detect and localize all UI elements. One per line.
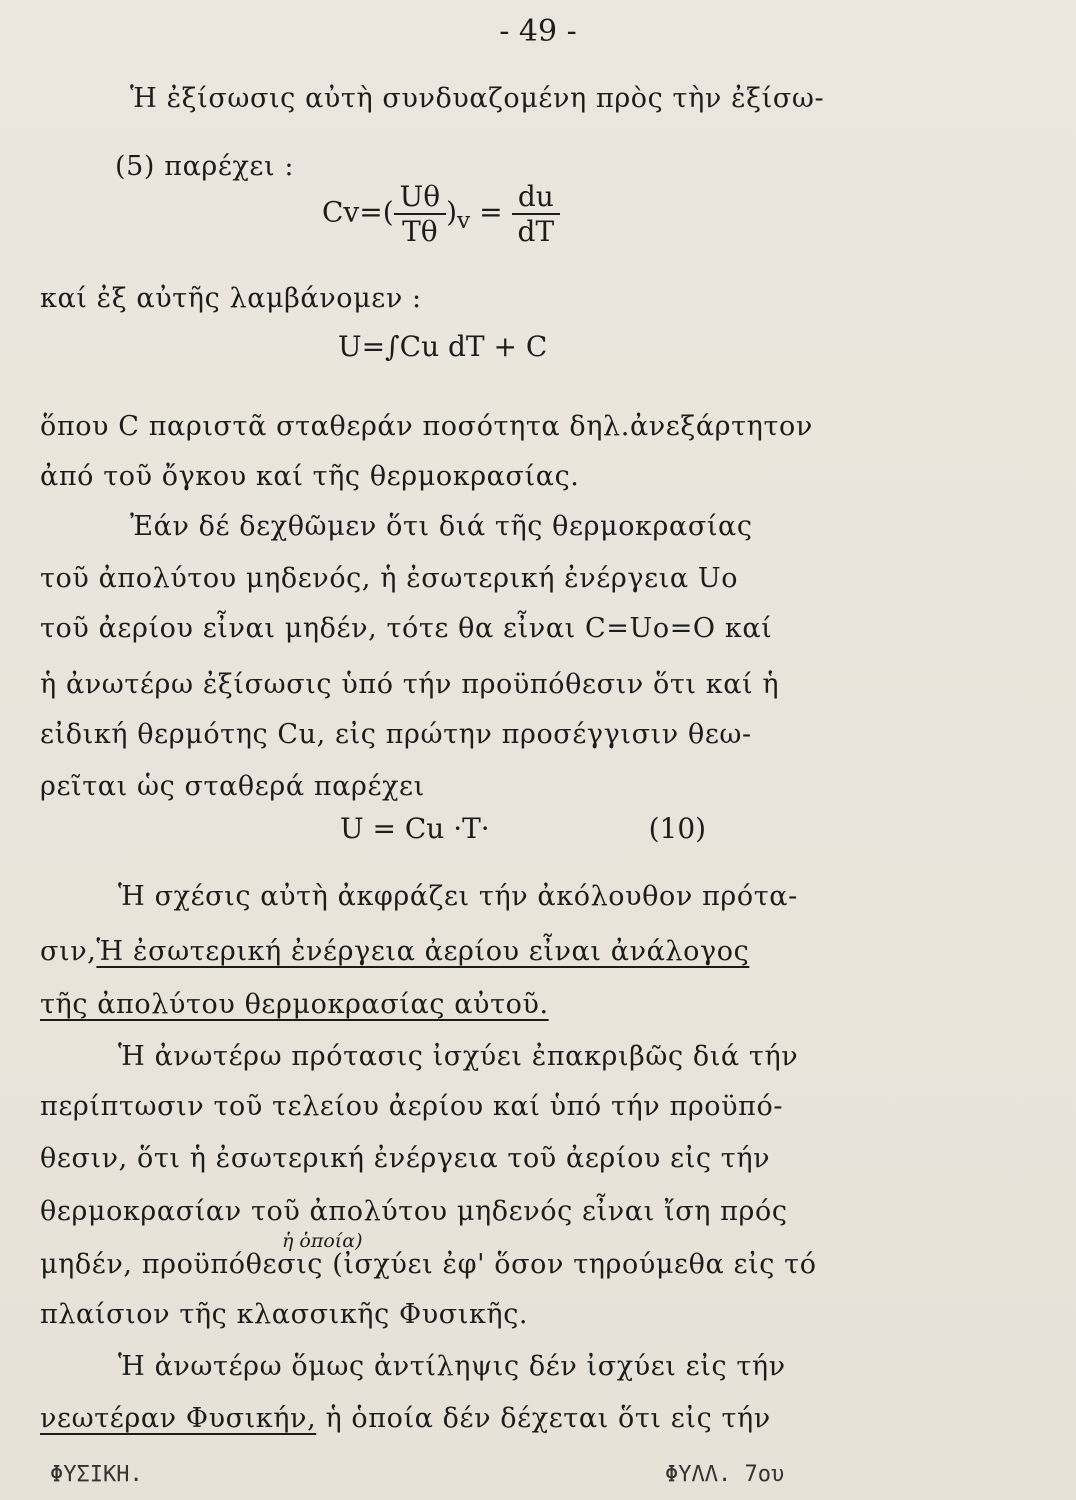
bleed-through-text: [48, 90, 59, 112]
formula-part: Cv=(: [322, 195, 394, 229]
text-line: τοῦ ἀπολύτου μηδενός, ἡ ἐσωτερική ἐνέργεια Uo: [40, 563, 739, 594]
text-line: [40, 935, 1040, 969]
equation-label: (10): [648, 812, 707, 845]
text-line: μηδέν, προϋπόθεσις (ἰσχύει ἐφ' ὅσον τηρούμεθα εἰς τό: [40, 1249, 817, 1280]
text-line: [40, 1402, 1040, 1436]
text-line: ἀπό τοῦ ὄγκου καί τῆς θερμοκρασίας.: [40, 461, 580, 492]
formula-expression: U = Cu ·T·: [340, 812, 490, 845]
underlined-text: Ἡ ἐσωτερική ἐνέργεια ἀερίου εἶναι ἀνάλογος: [96, 936, 750, 967]
text-line: Ἡ ἐξίσωσις αὐτὴ συνδυαζομένη πρὸς τὴν ἐξίσω-: [130, 83, 825, 114]
fraction: [512, 180, 561, 248]
text-line: Ἡ ἀνωτέρω ὅμως ἀντίληψις δέν ἰσχύει εἰς τήν: [118, 1351, 786, 1382]
text-line: Ἡ ἀνωτέρω πρότασις ἰσχύει ἐπακριβῶς διά τήν: [118, 1041, 799, 1072]
text-line: πλαίσιον τῆς κλασσικῆς Φυσικῆς.: [40, 1299, 529, 1330]
text-line: (5) παρέχει :: [115, 151, 295, 182]
footer-subject: ΦΥΣΙΚΗ.: [50, 1462, 143, 1487]
text-line: ἡ ἀνωτέρω ἐξίσωσις ὑπό τήν προϋπόθεσιν ὅτι καί ἡ: [40, 669, 780, 700]
text-line: καί ἐξ αὐτῆς λαμβάνομεν :: [40, 283, 422, 314]
fraction-numerator: du: [512, 180, 561, 215]
underlined-text: νεωτέραν Φυσικήν,: [40, 1403, 317, 1434]
text-segment: σιν,: [40, 936, 97, 967]
text-line: Ἡ σχέσις αὐτὴ ἀκφράζει τήν ἀκόλουθον πρότα-: [118, 881, 798, 912]
formula-u: [340, 812, 706, 845]
fraction-denominator: dT: [517, 215, 555, 248]
text-line: τοῦ ἀερίου εἶναι μηδέν, τότε θα εἶναι C=Uo=O καί: [40, 613, 773, 644]
underlined-text: τῆς ἀπολύτου θερμοκρασίας αὐτοῦ.: [40, 989, 549, 1020]
formula-equals: =: [479, 195, 503, 229]
text-line: θεσιν, ὅτι ἡ ἐσωτερική ἐνέργεια τοῦ ἀερίου εἰς τήν: [40, 1143, 771, 1174]
formula-cv: [322, 180, 560, 248]
formula-part: ): [446, 195, 458, 229]
text-line: Ἐάν δέ δεχθῶμεν ὅτι διά τῆς θερμοκρασίας: [130, 511, 753, 542]
formula-subscript: v: [457, 206, 471, 235]
text-line: θερμοκρασίαν τοῦ ἀπολύτου μηδενός εἶναι ἴση πρός: [40, 1196, 788, 1227]
text-line: περίπτωσιν τοῦ τελείου ἀερίου καί ὑπό τήν προϋπό-: [40, 1091, 784, 1122]
text-line: [40, 988, 1040, 1022]
fraction: [394, 180, 446, 248]
footer-sheet: ΦΥΛΛ. 7ου: [665, 1462, 785, 1487]
fraction-denominator: Tθ: [402, 215, 438, 248]
formula-integral: U=∫Cu dT + C: [338, 330, 548, 363]
text-line: ὅπου C παριστᾶ σταθεράν ποσότητα δηλ.ἀνεξάρτητον: [40, 411, 813, 442]
text-line: ρεῖται ὡς σταθερά παρέχει: [40, 771, 425, 802]
fraction-numerator: Uθ: [394, 180, 446, 215]
page-number: - 49 -: [499, 14, 577, 49]
text-line: εἰδική θερμότης Cu, εἰς πρώτην προσέγγισιν θεω-: [40, 719, 752, 750]
text-segment: ἡ ὁποία δέν δέχεται ὅτι εἰς τήν: [325, 1403, 771, 1434]
handwritten-insert: ἡ ὁποία): [282, 1230, 363, 1252]
